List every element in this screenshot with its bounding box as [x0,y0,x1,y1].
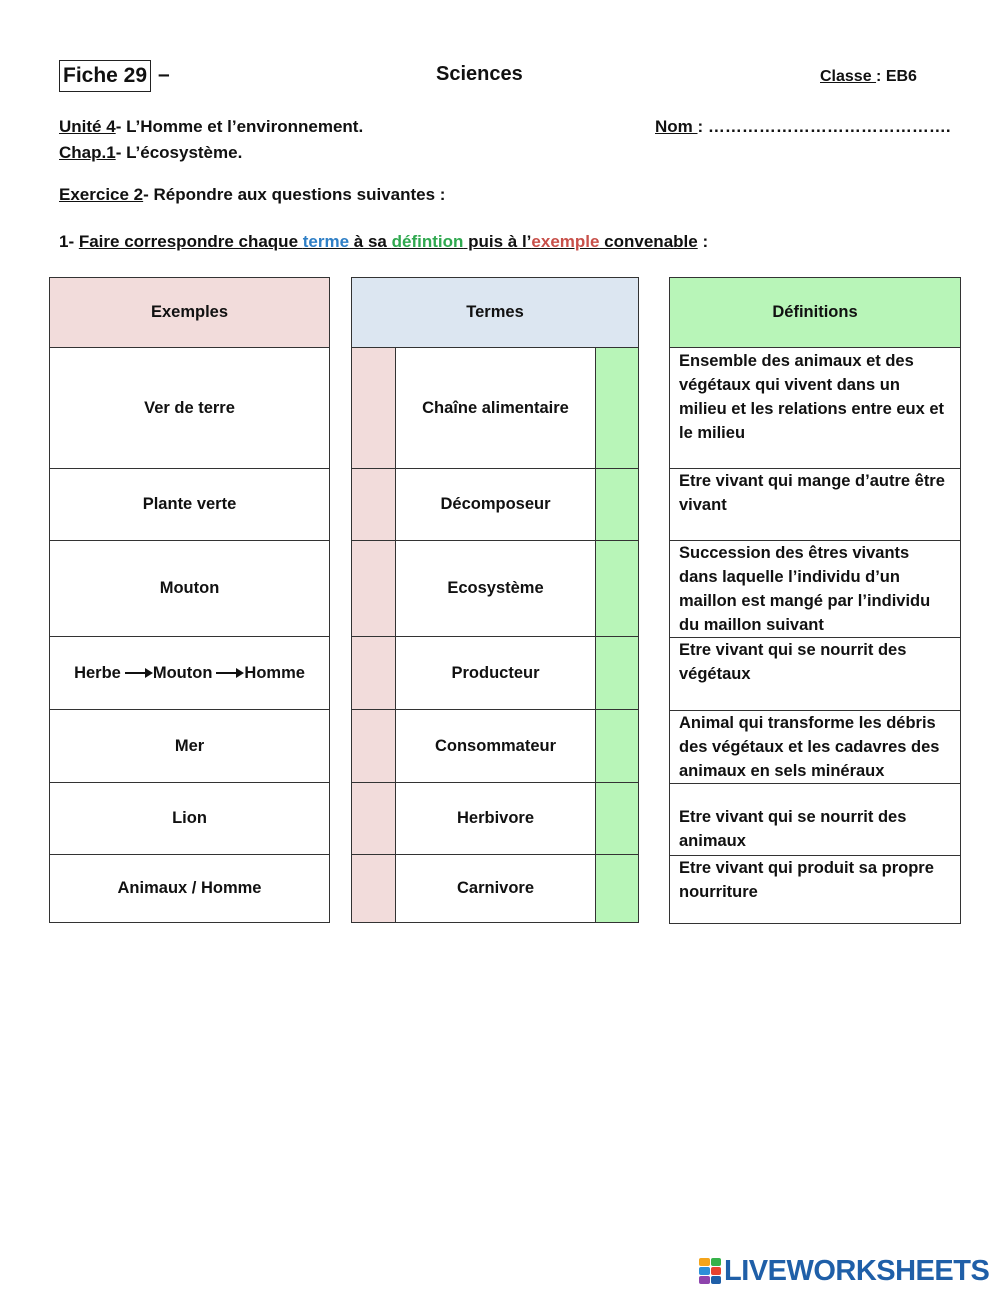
arrow-right-icon [216,672,242,674]
exercise-label: Exercice 2 [59,185,144,204]
example-item[interactable]: Ver de terre [50,348,330,469]
definition-item[interactable]: Animal qui transforme les débris des végétaux et les cadavres des animaux en sels minéraux [670,711,961,784]
definition-item[interactable]: Etre vivant qui se nourrit des animaux [670,784,961,856]
definition-answer-box[interactable] [596,541,639,637]
example-item[interactable]: Plante verte [50,469,330,541]
logo-text: LIVEWORKSHEETS [724,1254,990,1287]
unit-text: - L’Homme et l’environnement. [115,117,364,136]
examples-header: Exemples [50,278,330,348]
example-answer-box[interactable] [352,541,396,637]
example-item[interactable]: Lion [50,783,330,855]
term-item: Décomposeur [396,469,596,541]
question-number: 1- [59,232,79,251]
definition-answer-box[interactable] [596,855,639,923]
example-item[interactable]: Animaux / Homme [50,855,330,923]
q-end: : [697,232,709,251]
chain-homme: Homme [244,663,305,682]
example-answer-box[interactable] [352,783,396,855]
liveworksheets-logo [699,1255,989,1287]
definition-item[interactable]: Ensemble des animaux et des végétaux qui vivent dans un milieu et les relations entre eux et le milieu [670,348,961,469]
term-item: Producteur [396,637,596,710]
logo-mark-icon [699,1258,721,1284]
name-label: Nom [655,117,698,136]
q-part3: puis à l’ [463,232,532,251]
definitions-header: Définitions [670,278,961,348]
unit-line [59,117,363,137]
fiche-dash: – [158,63,170,86]
definition-item[interactable]: Etre vivant qui produit sa propre nourriture [670,856,961,924]
q-part1: Faire correspondre chaque [78,232,303,251]
q-terme: terme [302,232,350,251]
definition-answer-box[interactable] [596,348,639,469]
definitions-table [669,277,961,924]
term-item: Ecosystème [396,541,596,637]
name-line[interactable] [655,117,951,137]
term-item: Carnivore [396,855,596,923]
chain-herbe: Herbe [74,663,121,682]
definition-item[interactable]: Etre vivant qui se nourrit des végétaux [670,638,961,711]
example-answer-box[interactable] [352,855,396,923]
example-answer-box[interactable] [352,710,396,783]
q-part2: à sa [349,232,392,251]
term-item: Herbivore [396,783,596,855]
unit-label: Unité 4 [59,117,116,136]
example-answer-box[interactable] [352,469,396,541]
chapter-line [59,143,242,163]
definition-item[interactable]: Etre vivant qui mange d’autre être vivant [670,469,961,541]
chapter-label: Chap.1 [59,143,116,162]
q-exemple: exemple [531,232,600,251]
example-item-food-chain[interactable] [50,637,330,710]
exercise-text: - Répondre aux questions suivantes : [143,185,446,204]
example-item[interactable]: Mer [50,710,330,783]
term-item: Consommateur [396,710,596,783]
example-answer-box[interactable] [352,348,396,469]
examples-table [49,277,330,923]
question-text [79,232,698,251]
chain-mouton: Mouton [152,663,213,682]
definition-answer-box[interactable] [596,710,639,783]
subject-title: Sciences [436,63,523,85]
classe-label: Classe [820,68,877,85]
fiche-number: Fiche 29 [59,60,151,92]
q-part4: convenable [599,232,698,251]
chapter-text: - L’écosystème. [115,143,243,162]
arrow-right-icon [125,672,151,674]
exercise-title [59,185,445,205]
terms-header: Termes [352,278,639,348]
definition-answer-box[interactable] [596,637,639,710]
term-item: Chaîne alimentaire [396,348,596,469]
terms-table [351,277,639,923]
q-definition: défintion [391,232,464,251]
name-dots[interactable]: : ……………………………………. [697,117,951,136]
classe-value: : EB6 [876,68,917,85]
class-label [820,68,917,86]
question-1 [59,232,708,252]
example-answer-box[interactable] [352,637,396,710]
definition-item[interactable]: Succession des êtres vivants dans laquelle l’individu d’un maillon est mangé par l’individu du maillon suivant [670,541,961,638]
definition-answer-box[interactable] [596,783,639,855]
example-item[interactable]: Mouton [50,541,330,637]
definition-answer-box[interactable] [596,469,639,541]
